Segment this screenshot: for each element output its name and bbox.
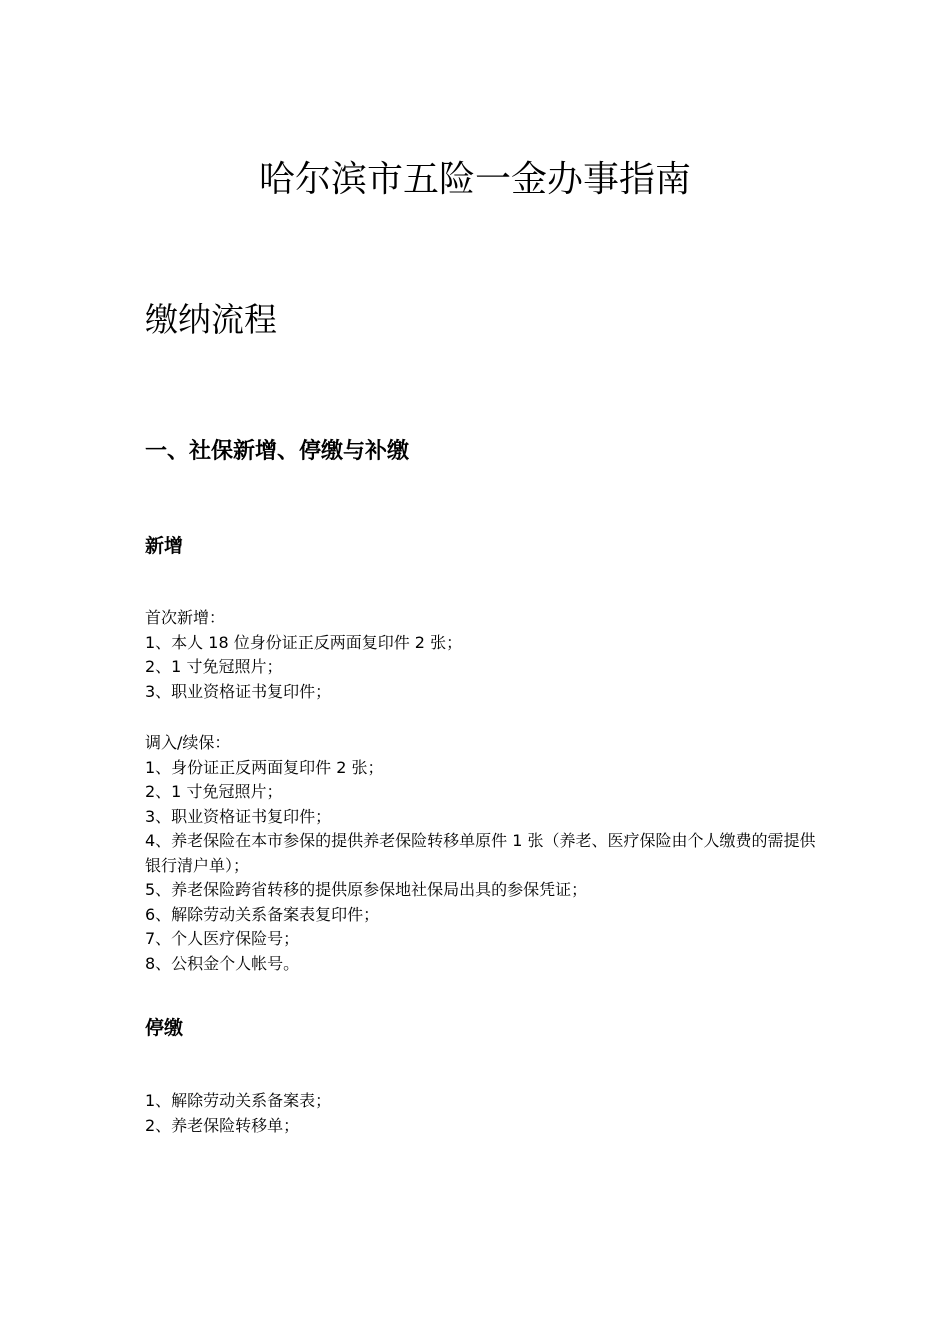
first-time-label: 首次新增： — [145, 608, 226, 627]
section-heading-payment-process: 缴纳流程 — [145, 300, 277, 339]
list-item: 1、身份证正反两面复印件 2 张； — [145, 757, 384, 777]
list-item: 8、公积金个人帐号。 — [145, 953, 300, 973]
document-title: 哈尔滨市五险一金办事指南 — [258, 159, 691, 200]
list-item: 1、本人 18 位身份证正反两面复印件 2 张； — [145, 632, 463, 652]
transfer-enrollment-block — [145, 731, 825, 976]
heading-new-enrollment: 新增 — [145, 535, 184, 557]
list-item: 1、解除劳动关系备案表； — [145, 1091, 332, 1110]
list-item: 5、养老保险跨省转移的提供原参保地社保局出具的参保凭证； — [145, 880, 588, 899]
list-item: 2、养老保险转移单； — [145, 1115, 300, 1135]
list-item: 3、职业资格证书复印件； — [145, 806, 332, 826]
subsection-heading-social-insurance: 一、社保新增、停缴与补缴 — [145, 439, 410, 464]
list-item: 2、1 寸免冠照片； — [145, 782, 283, 801]
list-item: 2、1 寸免冠照片； — [145, 657, 283, 676]
stop-payment-block — [145, 1089, 825, 1138]
first-time-enrollment-block — [145, 606, 825, 704]
transfer-label: 调入/续保： — [145, 733, 231, 752]
list-item: 3、职业资格证书复印件； — [145, 681, 332, 701]
heading-stop-payment: 停缴 — [145, 1017, 184, 1039]
list-item: 6、解除劳动关系备案表复印件； — [145, 904, 380, 924]
list-item: 7、个人医疗保险号； — [145, 929, 300, 948]
list-item: 4、养老保险在本市参保的提供养老保险转移单原件 1 张（养老、医疗保险由个人缴费的需提供银行清户单）； — [145, 831, 816, 875]
